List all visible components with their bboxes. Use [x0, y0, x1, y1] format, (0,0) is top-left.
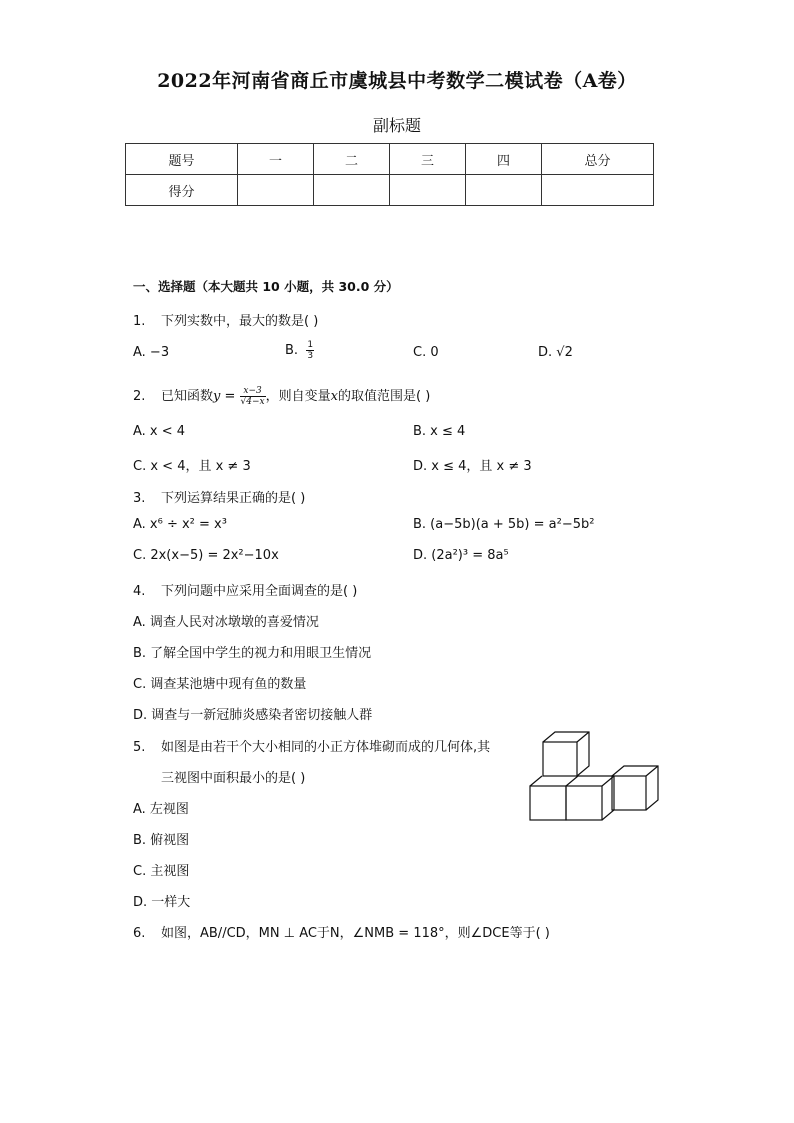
score-cell[interactable] [314, 175, 390, 206]
score-cell[interactable] [390, 175, 466, 206]
q4-option-d: D. 调查与一新冠肺炎感染者密切接触人群 [133, 708, 373, 723]
question-number: 6. [133, 926, 146, 941]
q5-option-a: A. 左视图 [133, 802, 189, 817]
question-6 [133, 922, 550, 941]
q2-option-b: B. x ≤ 4 [413, 424, 466, 439]
question-number: 5. [133, 740, 146, 755]
q1-option-a: A. −3 [133, 345, 170, 360]
q5-option-b: B. 俯视图 [133, 833, 190, 848]
q3-option-b: B. (a−5b)(a + 5b) = a²−5b² [413, 517, 595, 532]
question-number: 4. [133, 584, 146, 599]
exam-title: 2022年河南省商丘市虞城县中考数学二模试卷（A卷） [157, 70, 637, 92]
question-5 [133, 736, 490, 755]
score-row-label: 得分 [126, 175, 238, 206]
score-cell[interactable] [542, 175, 654, 206]
fraction: $\frac{1}{3}$ [307, 340, 314, 361]
question-number: 2. [133, 389, 146, 404]
score-table [125, 143, 654, 206]
question-2: 2. 已知函数y = $\frac{x-3}{√4-x}$ ，则自变量x的取值范围是( ) [133, 386, 431, 407]
question-text: 下列运算结果正确的是( ) [161, 491, 306, 506]
section-heading: 一、选择题（本大题共 10 小题，共 30.0 分） [133, 279, 399, 294]
q4-option-b: B. 了解全国中学生的视力和用眼卫生情况 [133, 646, 372, 661]
question-number: 3. [133, 491, 146, 506]
q3-option-c: C. 2x(x−5) = 2x²−10x [133, 548, 279, 563]
score-header-cell: 总分 [542, 144, 654, 175]
score-table-header-row [126, 144, 654, 175]
q4-option-a: A. 调查人民对冰墩墩的喜爱情况 [133, 615, 319, 630]
q3-option-d: D. (2a²)³ = 8a⁵ [413, 548, 509, 563]
question-number: 1. [133, 314, 146, 329]
q1-option-b: B. $\frac{1}{3}$ [285, 340, 314, 361]
score-cell[interactable] [238, 175, 314, 206]
q4-option-c: C. 调查某池塘中现有鱼的数量 [133, 677, 307, 692]
cube-stack-figure [528, 730, 662, 824]
q5-option-d: D. 一样大 [133, 895, 191, 910]
q2-option-c: C. x < 4，且 x ≠ 3 [133, 459, 251, 474]
question-4 [133, 580, 357, 599]
score-header-cell: 一 [238, 144, 314, 175]
question-text: 下列问题中应采用全面调查的是( ) [161, 584, 358, 599]
score-header-cell: 二 [314, 144, 390, 175]
question-5-continued: 三视图中面积最小的是( ) [161, 771, 306, 786]
score-header-cell: 三 [390, 144, 466, 175]
question-text: 如图，AB//CD，MN ⊥ AC于N，∠NMB = 118°，则∠DCE等于( ) [161, 926, 550, 941]
fraction: $\frac{x-3}{√4-x}$ [240, 386, 265, 407]
score-header-cell: 题号 [126, 144, 238, 175]
q2-option-a: A. x < 4 [133, 424, 186, 439]
question-text: 下列实数中，最大的数是( ) [161, 314, 319, 329]
score-table-score-row [126, 175, 654, 206]
q2-option-d: D. x ≤ 4，且 x ≠ 3 [413, 459, 532, 474]
question-1 [133, 310, 318, 329]
score-cell[interactable] [466, 175, 542, 206]
question-text: 如图是由若干个大小相同的小正方体堆砌而成的几何体,其 [161, 740, 491, 755]
question-3 [133, 487, 305, 506]
q5-option-c: C. 主视图 [133, 864, 190, 879]
q1-option-c: C. 0 [413, 345, 439, 360]
q1-option-d: D. √2 [538, 345, 573, 360]
exam-subtitle: 副标题 [372, 116, 421, 135]
q3-option-a: A. x⁶ ÷ x² = x³ [133, 517, 227, 532]
score-header-cell: 四 [466, 144, 542, 175]
